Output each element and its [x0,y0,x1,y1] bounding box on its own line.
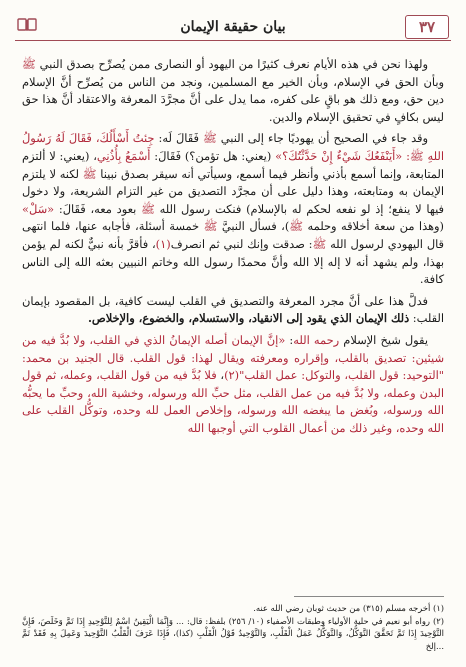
text-run: وبأن الحق في الإسلام، وبأن الخير مع المسلمين، ونجد من الناس من يُصرِّح أنَّ الإسلام دين حق، ومع ذلك هو باقٍ على كفره، مما يدل على أنَّ مجرَّدَ المعرفة والاعتقاد أنَّ هذا حق ليس بكافٍ في تحقيق الإسلام والدين. [22,74,444,124]
text-run: أَسْمَعُ بِأُذُنِي [96,148,151,163]
text-run: ﷺ [202,131,217,146]
text-run: ولهذا نحن في هذه الأيام نعرف كثيرًا من اليهود أو النصارى ممن يُصرِّح بصدق النبي [35,57,428,71]
text-run: فَقَالَ لَه: [154,131,203,146]
paragraph-1 [22,56,444,126]
text-run: فلا بُدَّ فيه من قول القلب، وعمله، ثم قول البدن وعمله، ولا بُدَّ فيه من عمل القلب، مثل حبِّ الله ورسوله، وخشية الله، وحبِّ ما يحبُّه الله ورسوله، وبُغض ما يبغضه الله ورسوله، وإخلاص العمل لله وحده، وتوكُّل القلب على الله وحده، وغير ذلك من أعمال القلوب التي أوجبها الله [22,368,444,435]
paragraph-3 [22,293,444,328]
text-run: )، فسأل النبيَّ [217,219,290,234]
text-run: «إنَّ الإيمان أصله الإيمانُ الذي في القلب، ولا بُدَّ فيه من شيئين: تصديق بالقلب، وإقراره ومعرفته ويقال لهذا: قول القلب. قال الجنيد بن محمد: "التوحيد: قول القلب، والتوكل: عمل القلب" [22,332,444,383]
text-run: ﷺ [312,236,327,251]
footnote-divider [294,596,444,597]
text-run: وقد جاء في الصحيح أن يهوديًا جاء إلى النبي [216,131,429,146]
text-run: ﷺ [289,219,304,234]
paragraph-4 [22,332,444,438]
text-run: ﷺ [203,219,218,234]
running-title: بيان حقيقة الإيمان [180,19,286,35]
text-run: ﷺ [82,166,97,181]
footnotes [22,596,444,652]
text-run: خمسة أسئلة، فأجابه عنها، فلما انتهى قال اليهودي لرسول الله [22,219,445,251]
text-run: يقول شيخ الإسلام [339,332,428,347]
header-rule [15,40,451,41]
text-run: بعود معه، فَقَالَ: [54,201,142,216]
paragraph-2 [22,130,444,288]
text-run: (٢) [224,368,240,383]
text-run: جِئتُ أَسْأَلُكَ، فَقَالَ لَهُ رَسُولُ اللهِ ﷺ: «أَيَنْفَعُكَ شَيْءٌ إِنْ حَدَّثْتُكَ؟» [22,131,444,163]
footnote-1: (١) أخرجه مسلم (٣١٥) من حديث ثوبان رضي الله عنه. [253,603,444,613]
page-number: ٣٧ [405,15,449,39]
page-header [15,14,451,44]
text-run: لكنه لا يلتزم الإيمان به ومتابعته، وهذا دليل على أن مجرَّد التصديق من غير التزام الشريعة، ولا دخول فيها لا ينفع؛ إذ لو نفعه لحكم له بالإسلام) فنكت رسول الله [22,166,444,216]
text-run: (١) [155,236,171,251]
text-run: ذلك الإيمان الذي يقود إلى الانقياد، والاستسلام، والخضوع، والإخلاص. [87,311,410,326]
text-run: (وهذا من سعة أخلاقه وحلمه [303,219,445,234]
text-run: (يعني: هل تؤمن؟) فَقَالَ: [150,148,276,163]
text-run: ، (يعني: لا ألتزم المتابعة، وإنما أسمع بأذني وأنظر فيما أسمع، وسيأتي أنه سيقر بصدق نبينا [22,148,444,181]
text-run: : [285,332,294,347]
text-run: رحمه الله [293,332,340,347]
book-icon [17,17,37,33]
text-run: فدلَّ هذا على أنَّ مجرد المعرفة والتصديق في القلب ليست كافية، بل المقصود بإيمان القلب: [22,293,444,326]
text-run: ﷺ [22,57,36,71]
text-run: ﷺ [141,201,155,216]
footnote-2: (٢) رواه أبو نعيم في حلية الأولياء وطبقات الأصفياء (١٠/ ٢٥٦) بلفظ: قال: ... وَإِنَّمَا الْيَقِينُ اسْمٌ لِلتَّوْحِيدِ إِذَا تَمَّ وَخَلَصَ، فَإِنَّ التَّوْحِيدَ إِذَا تَمَّ تَحَقَّقَ التَّوَكُّلُ، وَالتَّوَكُّلُ عَمَلُ الْقَلْبِ، وَالتَّوْحِيدُ قَوْلُ الْقَلْبِ (كذا)، فَإِذَا عَرَفَ الْقَلْبُ التَّوْحِيدَ وَعَمِلَ بِهِ فَقَدْ تَمَّ ...إلخ [22,615,444,651]
text-run: «سَلْ» [22,201,55,216]
text-run: ، فأقرَّ بأنه نبيٌّ لكنه لم يؤمن بهذا، ولم يشهد أنه لا إله إلا الله وأنَّ محمدًا رسول الله وخاتم النبيين بعثه الله إلى الناس كافة. [22,236,444,287]
text-run: : صدقت وإنك لنبي ثم انصرف [170,236,313,251]
text-run: ، [216,368,225,383]
main-text [22,56,444,441]
